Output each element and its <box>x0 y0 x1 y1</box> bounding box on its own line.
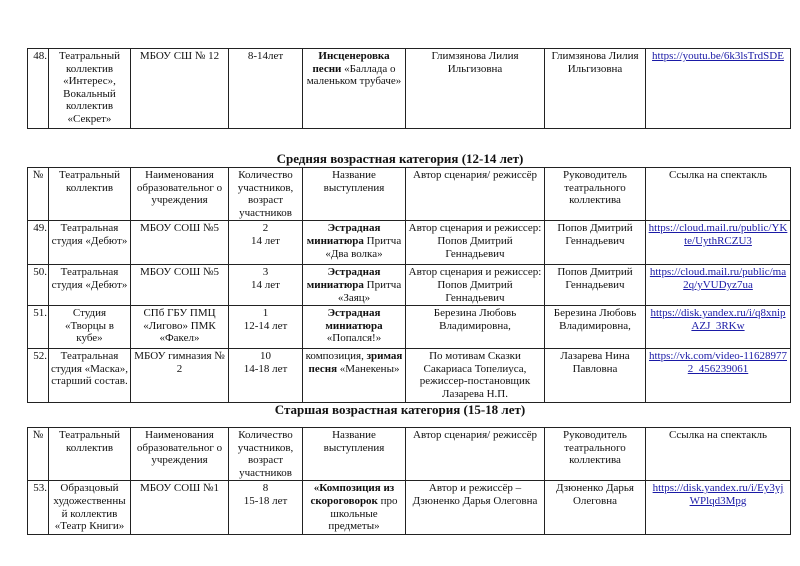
cell-link <box>646 221 791 265</box>
cell-title <box>303 349 406 402</box>
cell-title <box>303 221 406 265</box>
cell-collective: Театральный коллектив «Интерес», Вокальный коллектив «Секрет» <box>49 49 131 129</box>
cell-institution: МБОУ гимназия № 2 <box>131 349 229 402</box>
title-bold-part: Эстрадная миниатюра <box>306 222 381 247</box>
title-bold-part: зримая песня <box>308 350 403 375</box>
header-link: Ссылка на спектакль <box>646 168 791 221</box>
cell-num: 49. <box>28 221 49 265</box>
cell-author: Автор сценария и режиссер: Попов Дмитрий Геннадьевич <box>406 265 545 306</box>
table-row <box>28 481 791 534</box>
cell-institution: МБОУ СОШ №5 <box>131 265 229 306</box>
title-part: «Баллада о маленьком трубаче» <box>306 62 402 88</box>
performance-link[interactable]: https://cloud.mail.ru/public/YKte/UythRCZU3 <box>648 222 788 247</box>
cell-count: 10 14-18 лет <box>229 349 303 402</box>
cell-num: 53. <box>28 481 49 534</box>
cell-author: По мотивам Сказки Сакариаса Топелиуса, режиссер-постановщик Лазарева Н.П. <box>406 349 545 402</box>
title-part: «Манекены» <box>339 362 400 375</box>
cell-num: 50. <box>28 265 49 306</box>
cell-collective: Театральная студия «Маска», старший состав. <box>49 349 131 402</box>
title-bold-part: Эстрадная миниатюра <box>306 266 381 291</box>
cell-num: 51. <box>28 306 49 349</box>
performance-link[interactable]: https://disk.yandex.ru/i/Ey3yjWPlqd3Mpg <box>652 482 784 507</box>
table-row <box>28 349 791 402</box>
table-row <box>28 265 791 306</box>
cell-institution: МБОУ СОШ №1 <box>131 481 229 534</box>
header-count: Количество участников, возраст участников <box>229 428 303 481</box>
cell-collective: Студия «Творцы в кубе» <box>49 306 131 349</box>
cell-author: Автор сценария и режиссер: Попов Дмитрий Геннадьевич <box>406 221 545 265</box>
cell-count: 8-14лет <box>229 49 303 129</box>
table-row <box>28 49 791 129</box>
title-part: композиция, <box>305 350 364 363</box>
header-num: № <box>28 428 49 481</box>
table-middle-category <box>27 167 791 403</box>
cell-link <box>646 265 791 306</box>
header-author: Автор сценария/ режиссёр <box>406 168 545 221</box>
cell-institution: СПб ГБУ ПМЦ «Лигово» ПМК «Факел» <box>131 306 229 349</box>
cell-count: 2 14 лет <box>229 221 303 265</box>
cell-leader: Попов Дмитрий Геннадьевич <box>545 221 646 265</box>
header-count: Количество участников, возраст участников <box>229 168 303 221</box>
header-institution: Наименования образовательног о учреждения <box>131 428 229 481</box>
cell-leader: Глимзянова Лилия Ильгизовна <box>545 49 646 129</box>
cell-count: 8 15-18 лет <box>229 481 303 534</box>
cell-collective: Театральная студия «Дебют» <box>49 265 131 306</box>
title-bold-part: «Композиция из скороговорок <box>310 482 395 507</box>
title-part: Притча «Заяц» <box>337 278 402 304</box>
header-author: Автор сценария/ режиссёр <box>406 428 545 481</box>
cell-collective: Образцовый художественны й коллектив «Театр Книги» <box>49 481 131 534</box>
cell-collective: Театральная студия «Дебют» <box>49 221 131 265</box>
section-title-middle: Средняя возрастная категория (12-14 лет) <box>276 151 524 166</box>
title-part: про школьные предметы» <box>328 494 398 533</box>
cell-count: 3 14 лет <box>229 265 303 306</box>
cell-institution: МБОУ СШ № 12 <box>131 49 229 129</box>
cell-title <box>303 481 406 534</box>
title-bold-part: Эстрадная миниатюра <box>325 307 383 332</box>
cell-link <box>646 49 791 129</box>
header-leader: Руководитель театрального коллектива <box>545 428 646 481</box>
cell-link <box>646 306 791 349</box>
cell-author: Глимзянова Лилия Ильгизовна <box>406 49 545 129</box>
title-part: Притча «Два волка» <box>325 234 402 260</box>
performance-link[interactable]: https://youtu.be/6k3lsTrdSDE <box>652 50 784 62</box>
cell-leader: Березина Любовь Владимировна, <box>545 306 646 349</box>
cell-title <box>303 265 406 306</box>
cell-title <box>303 49 406 129</box>
cell-leader: Лазарева Нина Павловна <box>545 349 646 402</box>
cell-author: Автор и режиссёр – Дзюненко Дарья Олеговна <box>406 481 545 534</box>
header-leader: Руководитель театрального коллектива <box>545 168 646 221</box>
cell-title <box>303 306 406 349</box>
header-title: Название выступления <box>303 168 406 221</box>
table-row <box>28 221 791 265</box>
header-title: Название выступления <box>303 428 406 481</box>
cell-link <box>646 481 791 534</box>
cell-count: 1 12-14 лет <box>229 306 303 349</box>
section-title-senior: Старшая возрастная категория (15-18 лет) <box>274 402 526 417</box>
cell-num: 48. <box>28 49 49 129</box>
header-link: Ссылка на спектакль <box>646 428 791 481</box>
title-bold-part: Инсценеровка песни <box>312 50 390 75</box>
header-collective: Театральный коллектив <box>49 168 131 221</box>
header-collective: Театральный коллектив <box>49 428 131 481</box>
cell-leader: Дзюненко Дарья Олеговна <box>545 481 646 534</box>
cell-institution: МБОУ СОШ №5 <box>131 221 229 265</box>
performance-link[interactable]: https://cloud.mail.ru/public/ma2q/yVUDyz7ua <box>649 266 787 291</box>
title-part: «Попался!» <box>326 332 382 345</box>
header-row <box>28 168 791 221</box>
cell-link <box>646 349 791 402</box>
performance-link[interactable]: https://disk.yandex.ru/i/q8xnipAZJ_3RKw <box>650 307 786 332</box>
header-row <box>28 428 791 481</box>
table-row <box>28 306 791 349</box>
table-senior-category <box>27 427 791 535</box>
cell-leader: Попов Дмитрий Геннадьевич <box>545 265 646 306</box>
table-junior-continued <box>27 48 791 129</box>
cell-num: 52. <box>28 349 49 402</box>
header-num: № <box>28 168 49 221</box>
cell-author: Березина Любовь Владимировна, <box>406 306 545 349</box>
performance-link[interactable]: https://vk.com/video-116289772_456239061 <box>649 350 787 375</box>
header-institution: Наименования образовательног о учреждения <box>131 168 229 221</box>
